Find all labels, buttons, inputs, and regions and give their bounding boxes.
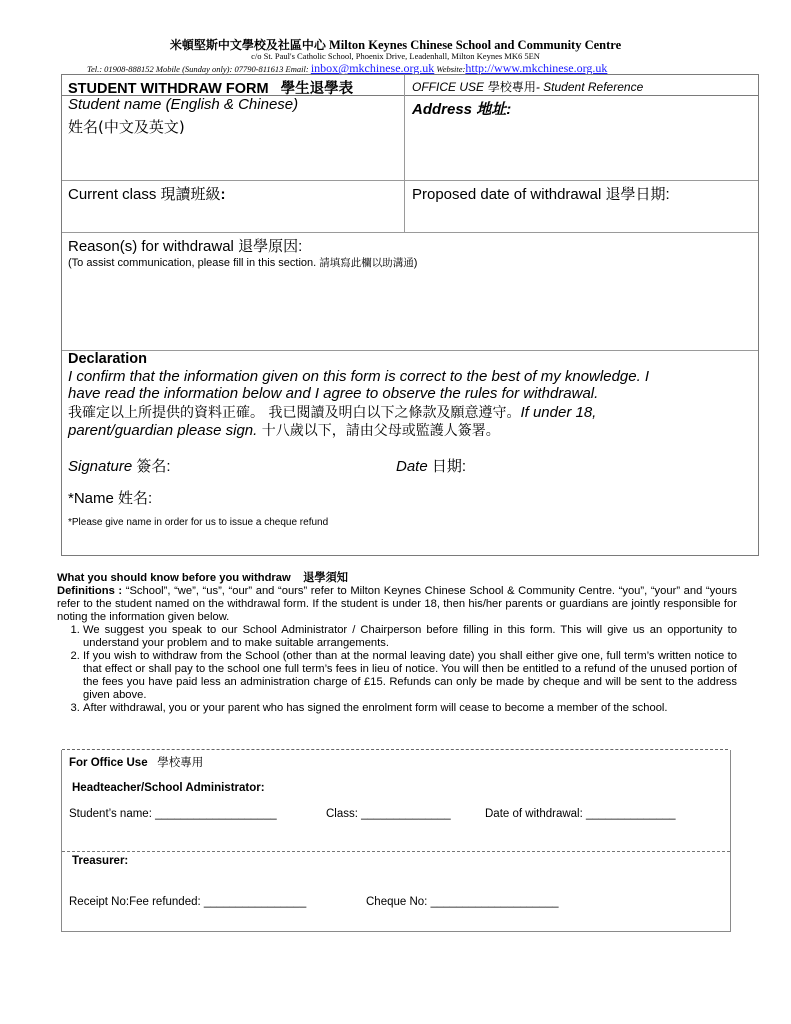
office-use-reference: OFFICE USE 學校專用- Student Reference	[412, 80, 644, 94]
school-address: c/o St. Paul's Catholic School, Phoenix Drive, Leadenhall, Milton Keynes MK6 5EN	[251, 51, 540, 61]
rules-list	[57, 624, 737, 715]
office-student-name-field[interactable]: Student’s name: ___________________	[69, 808, 277, 820]
reason-note: (To assist communication, please fill in this section. 請填寫此欄以助溝通)	[68, 257, 418, 269]
student-name-label-zh: 姓名(中文及英文)	[68, 118, 185, 136]
rule-item: 1. We suggest you speak to our School Administrator / Chairperson before filling in this form. This will give us an opportunity to understand your problem and to make suitable arrangements.	[83, 624, 737, 650]
form-title: STUDENT WITHDRAW FORM 學生退學表	[68, 81, 354, 97]
name-label[interactable]: *Name 姓名:	[68, 489, 153, 507]
contact-tel: Tel.: 01908-888152 Mobile (Sunday only): 07790-811613 Email:	[87, 64, 311, 74]
declaration-line-4: parent/guardian please sign. 十八歲以下，請由父母或監護人簽署。	[68, 422, 500, 439]
current-class-label[interactable]: Current class 現讀班級:	[68, 185, 226, 203]
office-date-withdrawal-field[interactable]: Date of withdrawal: ______________	[485, 808, 676, 820]
office-use-title: For Office Use 學校專用	[69, 755, 204, 769]
office-class-field[interactable]: Class: ______________	[326, 808, 451, 820]
declaration-line-1: I confirm that the information given on this form is correct to the best of my knowledge. I	[68, 368, 650, 385]
declaration-line-3: 我確定以上所提供的資料正確。 我已閱讀及明白以下之條款及願意遵守。If under 18,	[68, 404, 597, 421]
website-label: Website:	[434, 64, 466, 74]
divider	[62, 232, 758, 233]
office-use-box	[61, 750, 731, 932]
school-name-en: Milton Keynes Chinese School and Community Centre	[329, 38, 622, 52]
rule-item: 2. If you wish to withdraw from the School (other than at the normal leaving date) you shall either give one, full term’s written notice to that effect or shall pay to the school one full term’s fees in lieu of notice. You will then be entitled to a refund of the unused portion of the fees you have paid less an administration charge of £15. Refunds can only be made by cheque and will be sent to the address given above.	[83, 650, 737, 702]
divider	[404, 75, 405, 232]
withdraw-form-table	[61, 74, 759, 556]
date-label[interactable]: Date 日期:	[396, 457, 467, 475]
definitions-paragraph	[57, 585, 737, 624]
signature-label[interactable]: Signature 簽名:	[68, 457, 171, 475]
cheque-no-field[interactable]: Cheque No: ____________________	[366, 896, 559, 908]
email-link[interactable]: inbox@mkchinese.org.uk	[310, 61, 435, 75]
address-label[interactable]: Address 地址:	[412, 100, 512, 118]
declaration-line-2: have read the information below and I agree to observe the rules for withdrawal.	[68, 385, 599, 402]
withdraw-info-section	[57, 571, 737, 715]
treasurer-label: Treasurer:	[72, 855, 129, 867]
declaration-title: Declaration	[68, 351, 147, 367]
school-name-zh: 米頓堅斯中文學校及社區中心	[169, 38, 326, 52]
rule-item: 3. After withdrawal, you or your parent who has signed the enrolment form will cease to become a member of the school.	[83, 702, 737, 715]
receipt-fee-field[interactable]: Receipt No:Fee refunded: ________________	[69, 896, 307, 908]
reason-label[interactable]: Reason(s) for withdrawal 退學原因:	[68, 237, 303, 255]
name-note: *Please give name in order for us to issue a cheque refund	[68, 517, 329, 528]
website-link[interactable]: http://www.mkchinese.org.uk	[465, 61, 608, 75]
divider	[62, 350, 758, 351]
headteacher-label: Headteacher/School Administrator:	[72, 782, 265, 794]
definitions-text: “School”, “we”, “us”, “our” and “ours” refer to Milton Keynes Chinese School & Community Centre. “you”, “your” and “yours refer to the student named on the withdrawal form. If the student is under 18, then his/her parents or guardians are jointly responsible for noting the information given below.	[57, 585, 737, 623]
divider	[62, 180, 758, 181]
form-title-zh: 學生退學表	[280, 81, 354, 97]
proposed-date-label[interactable]: Proposed date of withdrawal 退學日期:	[412, 185, 670, 203]
definitions-label: Definitions :	[57, 585, 123, 597]
info-heading: What you should know before you withdraw 退學須知	[57, 571, 348, 584]
office-divider	[62, 851, 730, 852]
student-name-label: Student name (English & Chinese)	[68, 96, 299, 113]
